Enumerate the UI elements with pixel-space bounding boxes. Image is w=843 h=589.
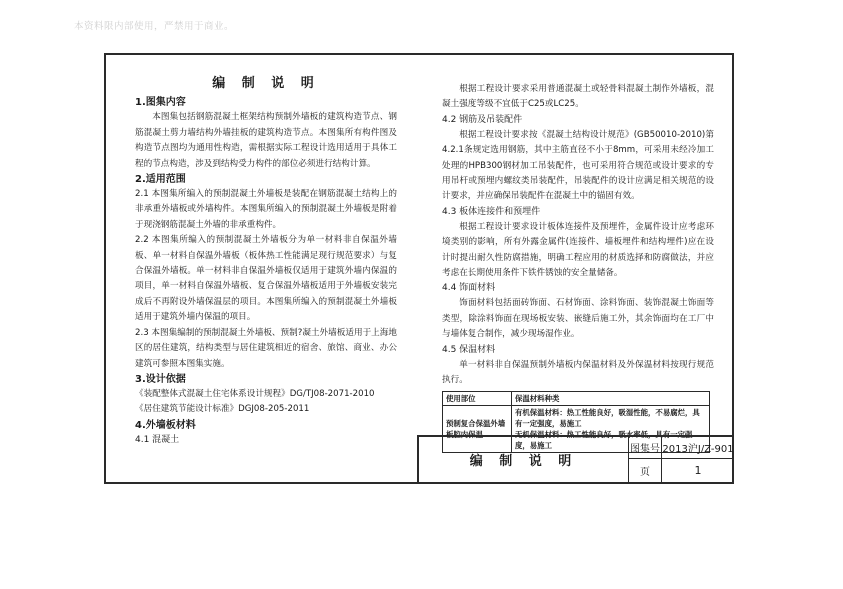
section-4-5-heading: 4.5 保温材料: [442, 344, 496, 355]
left-column: [135, 73, 397, 448]
section-4-1-heading: 4.1 混凝土: [135, 434, 180, 445]
section-3-heading: 3.设计依据: [135, 373, 186, 385]
section-1-paragraph: 本图集包括钢筋混凝土框架结构预制外墙板的建筑构造节点、钢筋混凝土剪力墙结构外墙挂板的建筑构造节点。本图集所有构件图及构造节点图均为通用性构造，需根据实际工程设计选用适用于具体工程的节点构造，涉及到结构受力构件的部位必须进行结构计算。: [135, 112, 397, 169]
page-number-value: 1: [694, 464, 702, 477]
section-2-3-paragraph: 2.3 本图集编制的预制混凝土外墙板、预制?凝土外墙板适用于上海地区的居住建筑，结构类型与居住建筑相近的宿舍、旅馆、商业、办公建筑可参照本图集实施。: [135, 327, 397, 369]
atlas-number-value: 2013沪J/Z-901: [662, 437, 734, 459]
concrete-paragraph: 根据工程设计要求采用普通混凝土或轻骨料混凝土制作外墙板，混凝土强度等级不宜低于C25或LC25。: [442, 84, 714, 110]
title-block-title: 编 制 说 明: [419, 437, 629, 482]
watermark-text: 本资料限内部使用，严禁用于商业。: [74, 21, 235, 32]
table-header-cell: 保温材料种类: [512, 391, 710, 405]
section-2-1-paragraph: 2.1 本图集所编入的预制混凝土外墙板是装配在钢筋混凝土结构上的非承重外墙板或外墙构件。本图集所编入的预制混凝土外墙板是附着于现浇钢筋混凝土外墙的非承重构件。: [135, 189, 397, 230]
table-cell-usage: 预制复合保温外墙板腔内保温: [443, 405, 512, 452]
section-2-2-paragraph: 2.2 本图集所编入的预制混凝土外墙板分为单一材料非自保温外墙板、单一材料自保温外墙板（板体热工性能满足现行规范要求）与复合保温外墙板。单一材料非自保温外墙板仅适用于建筑外墙内保温的项目，单一材料自保温外墙板、复合保温外墙板适用于外墙板安装完成后不再附设外墙保温层的项目。本图集所编入的预制混凝土外墙板适用于建筑外墙内保温的项目。: [135, 235, 397, 323]
drawing-sheet: [104, 53, 734, 484]
table-header-cell: 使用部位: [443, 391, 512, 405]
reference-standard-1: 《装配整体式混凝土住宅体系设计规程》DG/TJ08-2071-2010: [135, 388, 375, 399]
section-4-heading: 4.外墙板材料: [135, 419, 196, 431]
section-4-2-heading: 4.2 钢筋及吊装配件: [442, 114, 523, 125]
section-1-heading: 1.图集内容: [135, 97, 186, 109]
steel-paragraph: 根据工程设计要求按《混凝土结构设计规范》(GB50010-2010)第4.2.1条规定选用钢筋，其中主筋直径不小于8mm，可采用未经冷加工处理的HPB300钢材加工吊装配件，也可采用符合规范或设计要求的专用吊杆或预埋内螺纹类吊装配件，吊装配件的设计应满足相关规范的设计要求，并应确保吊装配件在混凝土中的锚固有效。: [442, 129, 714, 202]
section-2-heading: 2.适用范围: [135, 174, 186, 186]
right-column: [442, 82, 714, 453]
page-number-label: 页: [629, 459, 662, 482]
title-block: [417, 435, 734, 482]
section-4-3-heading: 4.3 板体连接件和预埋件: [442, 206, 541, 217]
reference-standard-2: 《居住建筑节能设计标准》DGJ08-205-2011: [135, 404, 310, 415]
page-title: 编 制 说 明: [212, 76, 320, 91]
insulation-paragraph: 单一材料非自保温预制外墙板内保温材料及外保温材料按现行规范执行。: [442, 359, 714, 386]
atlas-number-label: 图集号: [629, 437, 662, 459]
finish-paragraph: 饰面材料包括面砖饰面、石材饰面、涂料饰面、装饰混凝土饰面等类型，除涂料饰面在现场板安装、嵌缝后施工外，其余饰面均在工厂中与墙体复合制作，减少现场湿作业。: [442, 298, 714, 340]
section-4-4-heading: 4.4 饰面材料: [442, 283, 496, 294]
table-header-row: [443, 391, 710, 405]
organic-material-line: 有机保温材料：热工性能良好，吸湿性能，不易腐烂，具有一定强度，易施工: [515, 407, 700, 428]
inorganic-material-line: 无机保温材料：热工性能良好，吸水率低，具有一定强度，易施工: [515, 429, 693, 450]
connector-paragraph: 根据工程设计要求设计板体连接件及预埋件，金属件设计应考虑环境类别的影响，所有外露金属件(连接件、墙板埋件和结构埋件)应在设计时提出耐久性防腐措施，明确工程应用的材质选择和防腐做法，并应考虑在长期使用条件下铁件锈蚀的安全量储备。: [442, 221, 714, 279]
